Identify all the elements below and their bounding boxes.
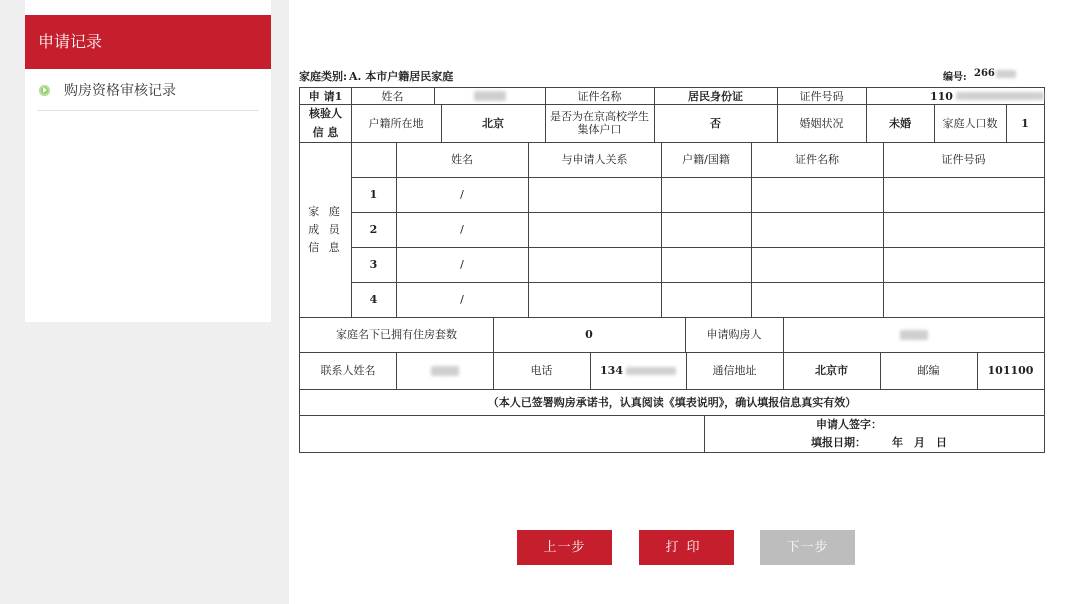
applicant-name-label: 姓名 (381, 89, 404, 103)
phone-label: 电话 (530, 364, 553, 377)
next-step-button[interactable]: 下一步 (760, 530, 855, 565)
sidebar-header[interactable]: 申请记录 (25, 15, 271, 69)
id-number-label: 证件号码 (799, 89, 844, 103)
number-label: 编号: (943, 72, 967, 83)
fill-date-row (704, 433, 1044, 452)
member-row-number: 3 (369, 258, 378, 271)
member-row-number: 1 (369, 188, 378, 201)
print-button[interactable]: 打印 (639, 530, 734, 565)
fill-date-units: 年 月 日 (892, 436, 947, 449)
form-top-line (299, 68, 1069, 82)
members-section-label: 家 庭 成 员 信 息 (308, 204, 343, 254)
member-row-name: / (460, 188, 464, 201)
contact-name-value (396, 352, 493, 389)
sidebar-item-purchase-review[interactable] (37, 80, 259, 111)
sidebar (25, 0, 271, 322)
contact-name-label: 联系人姓名 (320, 364, 376, 377)
applicant-section-label-3: 信 息 (312, 125, 339, 139)
applicant-section-label-1: 申 请1 (308, 89, 343, 103)
buyer-value (783, 317, 1044, 352)
housing-count-label: 家庭名下已拥有住房套数 (336, 328, 457, 341)
member-header-relation: 与申请人关系 (561, 153, 628, 166)
id-name-value: 居民身份证 (688, 89, 743, 103)
member-row-name: / (460, 293, 464, 306)
application-form-table (299, 87, 1045, 453)
member-row-name: / (460, 258, 464, 271)
member-header-nationality: 户籍/国籍 (682, 153, 730, 166)
address-label: 通信地址 (712, 364, 757, 377)
college-hukou-value: 否 (710, 116, 721, 130)
fill-date-label: 填报日期： (811, 436, 866, 449)
household-size-value: 1 (1021, 116, 1029, 130)
family-type-value: A. 本市户籍居民家庭 (349, 70, 454, 83)
declaration-text: （本人已签署购房承诺书，认真阅读《填表说明》，确认填报信息真实有效） (487, 395, 857, 409)
member-row-name: / (460, 223, 464, 236)
postcode-value: 101100 (987, 364, 1034, 377)
member-row-number: 2 (369, 223, 378, 236)
previous-step-button[interactable]: 上一步 (517, 530, 612, 565)
phone-value: 134 (590, 352, 686, 389)
hukou-value: 北京 (482, 116, 504, 130)
applicant-section-label-2: 核验人 (309, 107, 342, 120)
hukou-label: 户籍所在地 (368, 116, 424, 130)
buyer-label: 申请购房人 (706, 328, 762, 341)
signature-label: 申请人签字： (816, 418, 882, 431)
id-name-label: 证件名称 (577, 89, 622, 103)
id-number-value: 110 (866, 88, 1044, 104)
number-value: 266 (974, 68, 1016, 79)
arrow-circle-icon (39, 85, 50, 96)
postcode-label: 邮编 (917, 364, 940, 377)
marital-status-value: 未婚 (889, 116, 911, 130)
member-header-name: 姓名 (451, 153, 473, 166)
sidebar-item-label: 购房资格审核记录 (64, 83, 176, 99)
household-size-label: 家庭人口数 (942, 116, 998, 130)
college-hukou-label: 是否为在京高校学生集体户口 (550, 110, 649, 136)
marital-status-label: 婚姻状况 (799, 116, 844, 130)
member-header-id-number: 证件号码 (941, 153, 986, 166)
housing-count-value: 0 (585, 328, 593, 341)
member-row-number: 4 (369, 293, 378, 306)
family-type-label: 家庭类别: (299, 70, 348, 83)
address-value: 北京市 (815, 364, 848, 377)
member-header-id-name: 证件名称 (795, 153, 839, 166)
applicant-name-value (434, 88, 545, 104)
